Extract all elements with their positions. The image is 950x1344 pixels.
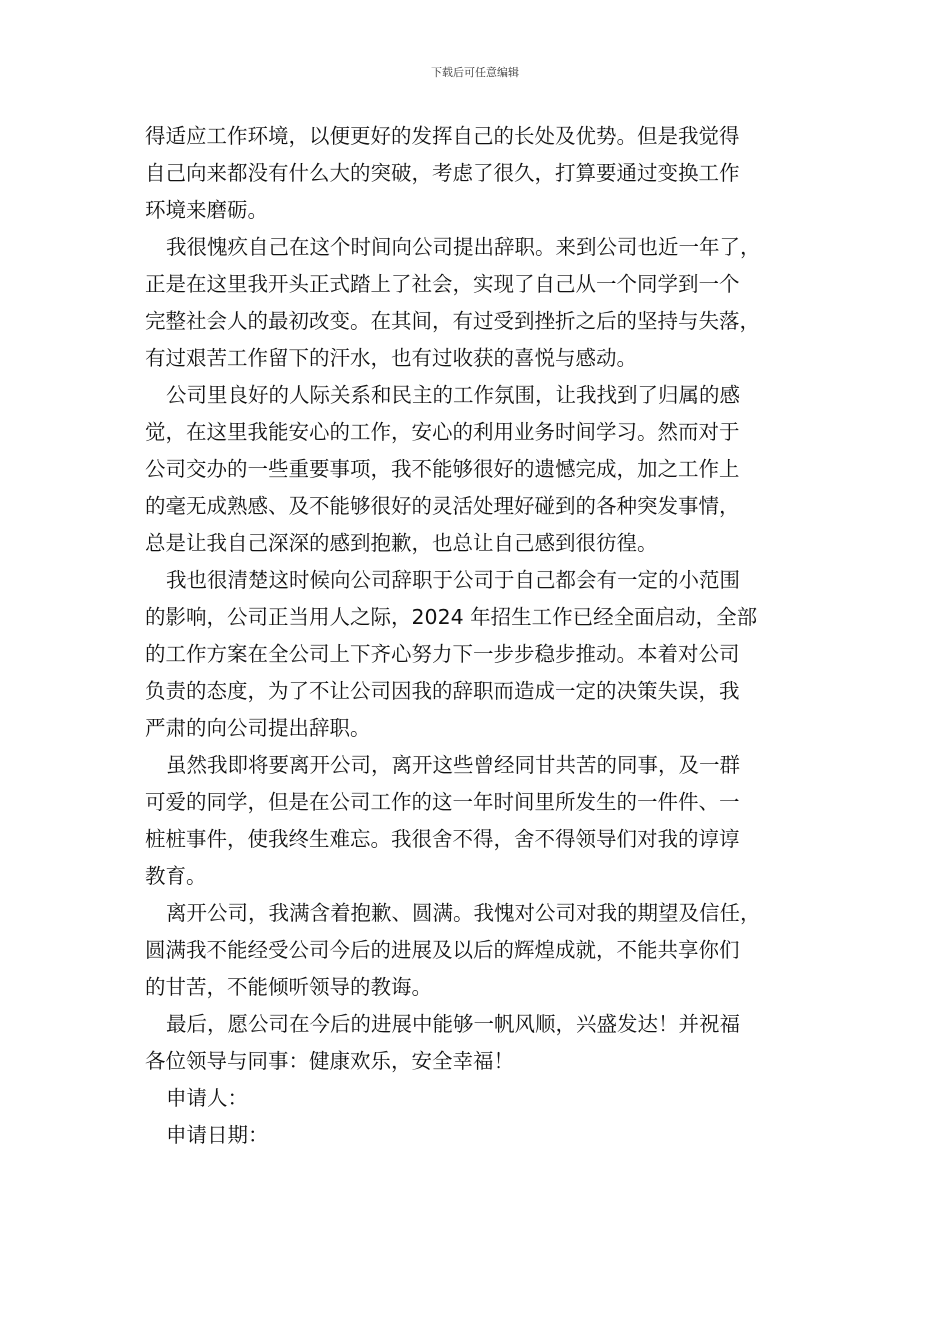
text-line: 虽然我即将要离开公司，离开这些曾经同甘共苦的同事，及一群	[166, 753, 740, 777]
text-line: 我很愧疚自己在这个时间向公司提出辞职。来到公司也近一年了，	[166, 235, 761, 259]
text-line: 圆满我不能经受公司今后的进展及以后的辉煌成就，不能共享你们	[145, 938, 740, 962]
text-line: 最后，愿公司在今后的进展中能够一帆风顺，兴盛发达！并祝福	[166, 1012, 740, 1036]
text-line: 自己向来都没有什么大的突破，考虑了很久，打算要通过变换工作	[145, 161, 740, 185]
text-line: 我也很清楚这时候向公司辞职于公司于自己都会有一定的小范围	[166, 568, 740, 592]
text-line: 有过艰苦工作留下的汗水，也有过收获的喜悦与感动。	[145, 346, 637, 370]
text-line: 总是让我自己深深的感到抱歉，也总让自己感到很彷徨。	[145, 531, 658, 555]
text-line: 的毫无成熟感、及不能够很好的灵活处理好碰到的各种突发事情，	[145, 494, 740, 518]
letter-body	[145, 118, 807, 1154]
text-line: 申请人：	[166, 1086, 248, 1110]
page-header-note: 下载后可任意编辑	[431, 66, 519, 79]
text-line: 的工作方案在全公司上下齐心努力下一步步稳步推动。本着对公司	[145, 642, 740, 666]
text-line: 申请日期：	[166, 1123, 269, 1147]
text-line: 环境来磨砺。	[145, 198, 268, 222]
text-line: 各位领导与同事：健康欢乐，安全幸福！	[145, 1049, 514, 1073]
text-line: 得适应工作环境，以便更好的发挥自己的长处及优势。但是我觉得	[145, 124, 740, 148]
text-line: 公司里良好的人际关系和民主的工作氛围，让我找到了归属的感	[166, 383, 740, 407]
text-line: 觉，在这里我能安心的工作，安心的利用业务时间学习。然而对于	[145, 420, 740, 444]
text-line: 教育。	[145, 864, 207, 888]
text-line: 离开公司，我满含着抱歉、圆满。我愧对公司对我的期望及信任，	[166, 901, 761, 925]
text-line: 负责的态度，为了不让公司因我的辞职而造成一定的决策失误，我	[145, 679, 740, 703]
text-line: 正是在这里我开头正式踏上了社会，实现了自己从一个同学到一个	[145, 272, 740, 296]
text-line: 桩桩事件，使我终生难忘。我很舍不得，舍不得领导们对我的谆谆	[145, 827, 740, 851]
text-line: 完整社会人的最初改变。在其间，有过受到挫折之后的坚持与失落，	[145, 309, 760, 333]
text-line: 可爱的同学，但是在公司工作的这一年时间里所发生的一件件、一	[145, 790, 740, 814]
text-line: 公司交办的一些重要事项，我不能够很好的遗憾完成，加之工作上	[145, 457, 740, 481]
text-line: 的影响，公司正当用人之际，2024 年招生工作已经全面启动，全部	[145, 605, 758, 629]
text-line: 严肃的向公司提出辞职。	[145, 716, 371, 740]
text-line: 的甘苦，不能倾听领导的教诲。	[145, 975, 432, 999]
